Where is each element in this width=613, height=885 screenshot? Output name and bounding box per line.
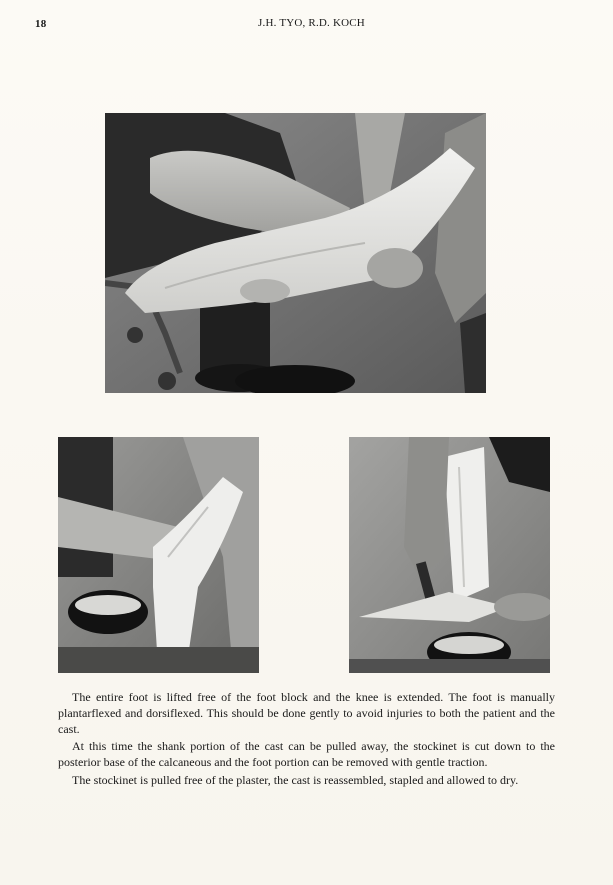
photo-cast-removal-bottom-right [349,437,550,673]
paragraph: At this time the shank portion of the cast can be pulled away, the stockinet is cut down to the posterior base of the calcaneous and the foot portion can be removed with gentle traction. [58,739,555,770]
paragraph: The stockinet is pulled free of the plaster, the cast is reassembled, stapled and allowed to dry. [72,772,519,787]
photo-cast-removal-top [105,113,486,393]
page-number: 18 [35,18,47,30]
running-head-authors: J.H. TYO, R.D. KOCH [258,17,365,29]
photo-cast-removal-bottom-left [58,437,259,673]
body-text [58,690,555,791]
paragraph: The entire foot is lifted free of the foot block and the knee is extended. The foot is manually plantarflexed and dorsiflexed. This should be done gently to avoid injuries to both the patient and the cast. [58,690,555,736]
